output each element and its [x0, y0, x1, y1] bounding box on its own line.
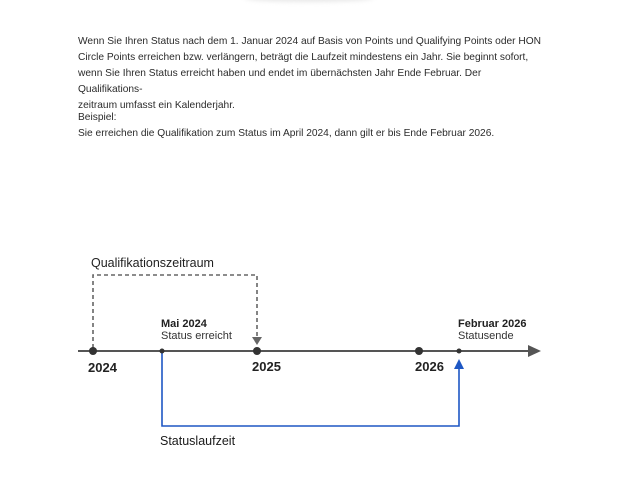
intro-line: zeitraum umfasst ein Kalenderjahr.	[78, 100, 235, 111]
status-duration-label: Statuslaufzeit	[160, 434, 236, 448]
timeline-axis-arrow	[528, 345, 541, 357]
year-dot-2024	[89, 347, 97, 355]
year-label-2024: 2024	[88, 360, 117, 375]
example-text: Sie erreichen die Qualifikation zum Status im April 2024, dann gilt er bis Ende Februar 2026.	[78, 128, 495, 139]
start-marker-subtitle: Status erreicht	[161, 330, 232, 342]
status-duration-arrow-head	[454, 359, 464, 369]
end-marker-title: Februar 2026	[458, 318, 527, 330]
start-marker-title: Mai 2024	[161, 318, 207, 330]
end-marker-subtitle: Statusende	[458, 330, 514, 342]
start-marker-dot	[160, 349, 165, 354]
year-label-2026: 2026	[415, 359, 444, 374]
intro-line: wenn Sie Ihren Status erreicht haben und endet im übernächsten Jahr Ende Februar. Der Qualifikations-	[78, 68, 482, 95]
qualification-period-label: Qualifikationszeitraum	[91, 256, 214, 270]
example-label: Beispiel:	[78, 112, 117, 123]
year-label-2025: 2025	[252, 359, 281, 374]
end-marker-dot	[457, 349, 462, 354]
year-dot-2025	[253, 347, 261, 355]
intro-line: Wenn Sie Ihren Status nach dem 1. Januar 2024 auf Basis von Points und Qualifying Points oder HON	[78, 36, 542, 47]
year-dot-2026	[415, 347, 423, 355]
qualification-arrow-head	[252, 337, 262, 345]
intro-line: Circle Points erreichen bzw. verlängern, beträgt die Laufzeit mindestens ein Jahr. Sie beginnt sofort,	[78, 52, 529, 63]
